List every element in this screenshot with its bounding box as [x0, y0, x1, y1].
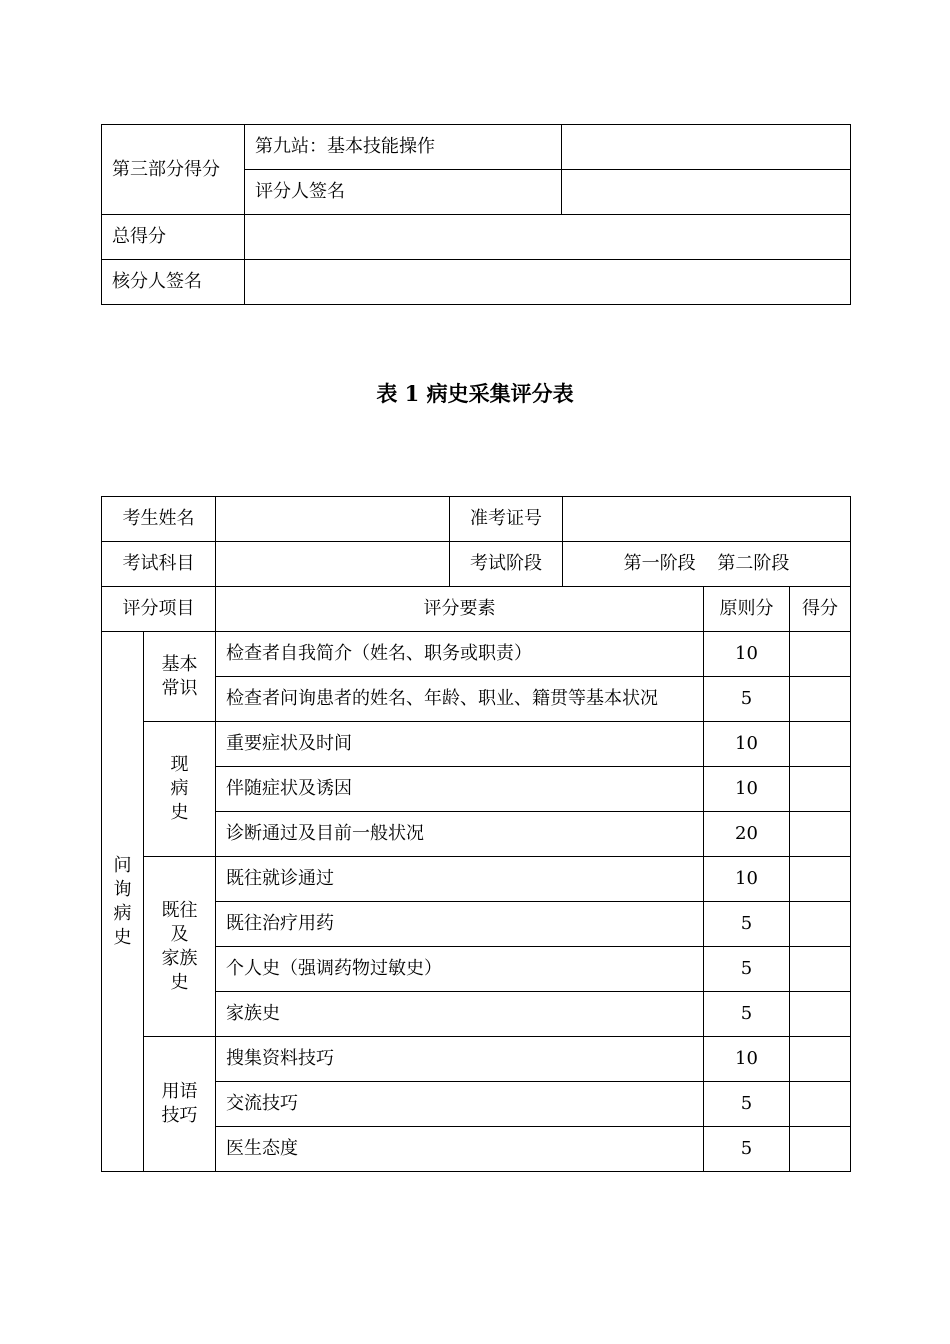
base-points: 5: [704, 992, 790, 1037]
score-field[interactable]: [790, 1127, 851, 1172]
score-field[interactable]: [790, 857, 851, 902]
criterion-text: 既往就诊通过: [216, 857, 704, 902]
group-label: 基本 常识: [144, 632, 216, 722]
header-item: 评分项目: [102, 587, 216, 632]
score-field[interactable]: [790, 1082, 851, 1127]
criterion-text: 诊断通过及目前一般状况: [216, 812, 704, 857]
summary-table: [101, 124, 851, 305]
exam-id-label: 准考证号: [450, 497, 563, 542]
station9-score-field[interactable]: [562, 125, 851, 170]
criterion-text: 医生态度: [216, 1127, 704, 1172]
score-field[interactable]: [790, 947, 851, 992]
candidate-name-label: 考生姓名: [102, 497, 216, 542]
grader-sign-field[interactable]: [562, 170, 851, 215]
criterion-text: 个人史（强调药物过敏史）: [216, 947, 704, 992]
group-label: 既往 及 家族 史: [144, 857, 216, 1037]
base-points: 5: [704, 677, 790, 722]
header-element: 评分要素: [216, 587, 704, 632]
group-label: 现 病 史: [144, 722, 216, 857]
group-label: 用语 技巧: [144, 1037, 216, 1172]
stage-option-1[interactable]: 第一阶段: [623, 553, 696, 575]
score-field[interactable]: [790, 632, 851, 677]
station9-label: 第九站：基本技能操作: [245, 125, 562, 170]
base-points: 5: [704, 947, 790, 992]
score-field[interactable]: [790, 767, 851, 812]
header-score: 得分: [790, 587, 851, 632]
table-row: [102, 1037, 851, 1082]
base-points: 5: [704, 1127, 790, 1172]
header-base-score: 原则分: [704, 587, 790, 632]
base-points: 10: [704, 632, 790, 677]
criterion-text: 家族史: [216, 992, 704, 1037]
stage-option-2[interactable]: 第二阶段: [717, 553, 790, 575]
total-score-label: 总得分: [102, 215, 245, 260]
table-row: [102, 722, 851, 767]
base-points: 5: [704, 1082, 790, 1127]
exam-stage-label: 考试阶段: [450, 542, 563, 587]
base-points: 5: [704, 902, 790, 947]
score-field[interactable]: [790, 992, 851, 1037]
grader-sign-label: 评分人签名: [245, 170, 562, 215]
part3-score-label: 第三部分得分: [102, 125, 245, 215]
score-field[interactable]: [790, 812, 851, 857]
candidate-name-field[interactable]: [216, 497, 450, 542]
criterion-text: 重要症状及时间: [216, 722, 704, 767]
score-field[interactable]: [790, 677, 851, 722]
checker-sign-label: 核分人签名: [102, 260, 245, 305]
table-title: 表 1 病史采集评分表: [376, 381, 574, 406]
checker-sign-field[interactable]: [245, 260, 851, 305]
criterion-text: 搜集资料技巧: [216, 1037, 704, 1082]
criterion-text: 伴随症状及诱因: [216, 767, 704, 812]
base-points: 10: [704, 767, 790, 812]
scoring-table: [101, 496, 851, 1172]
total-score-field[interactable]: [245, 215, 851, 260]
criterion-text: 检查者问询患者的姓名、年龄、职业、籍贯等基本状况: [216, 677, 704, 722]
base-points: 20: [704, 812, 790, 857]
criterion-text: 检查者自我简介（姓名、职务或职责）: [216, 632, 704, 677]
base-points: 10: [704, 1037, 790, 1082]
category-label: 问 询 病 史: [102, 632, 144, 1172]
exam-subject-label: 考试科目: [102, 542, 216, 587]
score-field[interactable]: [790, 902, 851, 947]
criterion-text: 既往治疗用药: [216, 902, 704, 947]
score-field[interactable]: [790, 1037, 851, 1082]
criterion-text: 交流技巧: [216, 1082, 704, 1127]
base-points: 10: [704, 857, 790, 902]
exam-id-field[interactable]: [563, 497, 851, 542]
score-field[interactable]: [790, 722, 851, 767]
table-row: [102, 632, 851, 677]
exam-stage-options: [563, 542, 851, 587]
exam-subject-field[interactable]: [216, 542, 450, 587]
base-points: 10: [704, 722, 790, 767]
table-row: [102, 857, 851, 902]
